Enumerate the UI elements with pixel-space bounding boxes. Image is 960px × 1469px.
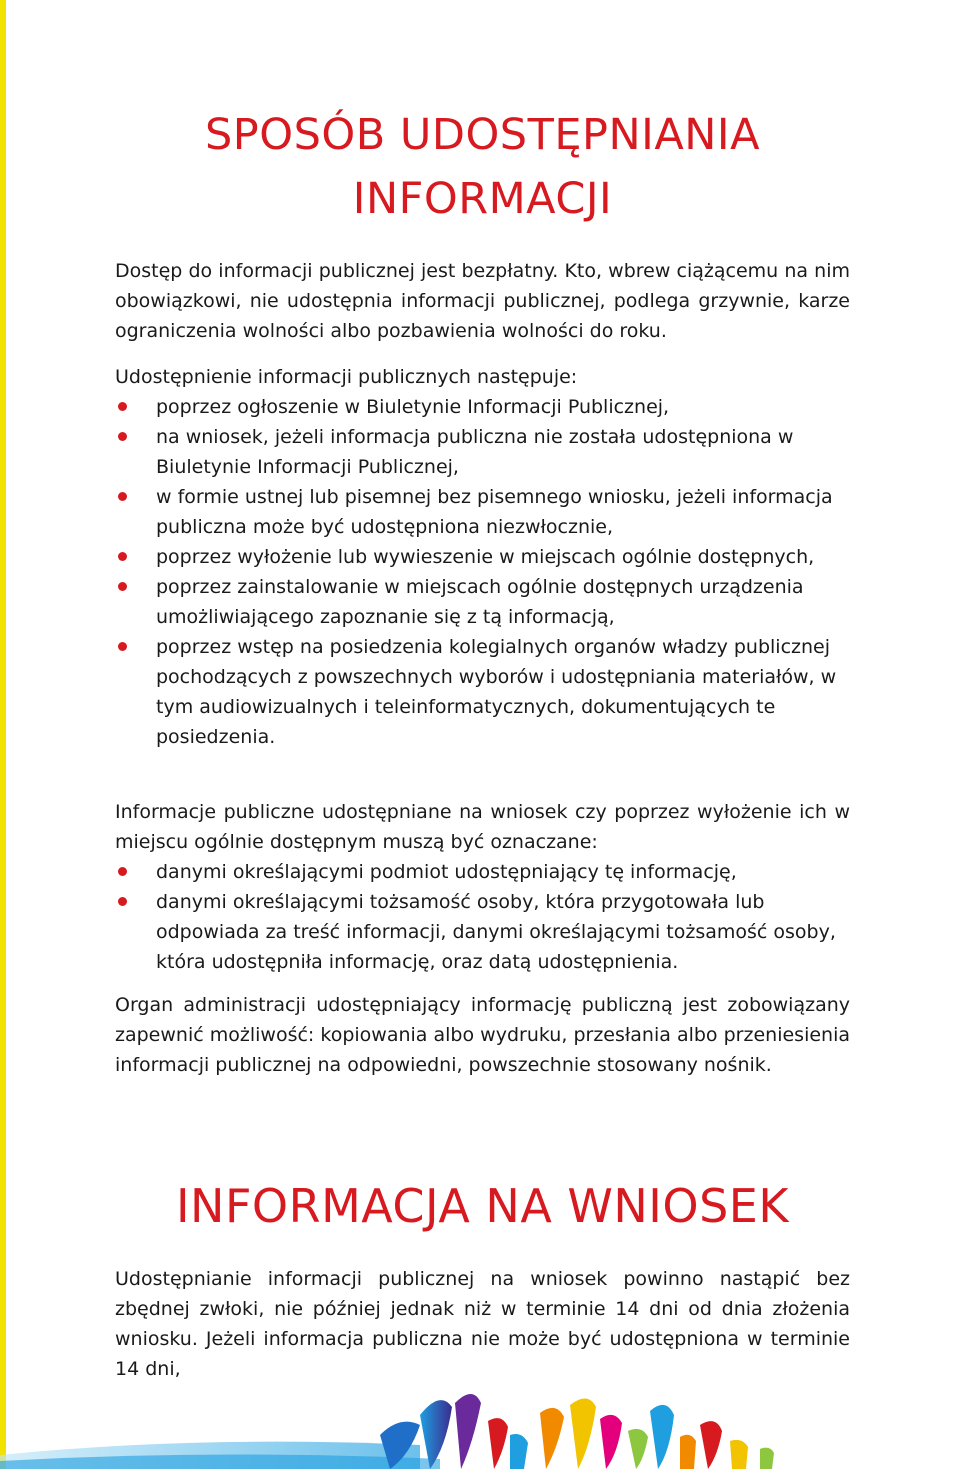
list1 xyxy=(115,392,850,752)
section-title-informacja-na-wniosek: INFORMACJA NA WNIOSEK xyxy=(175,1179,789,1233)
bullet-icon xyxy=(118,897,127,906)
list-item: na wniosek, jeżeli informacja publiczna nie została udostępniona w Biuletynie Informacji Publicznej, xyxy=(115,422,850,482)
bullet-icon xyxy=(118,867,127,876)
section-title-line1: SPOSÓB UDOSTĘPNIANIA xyxy=(205,110,760,160)
bullet-icon xyxy=(118,582,127,591)
list-item: poprzez ogłoszenie w Biuletynie Informacji Publicznej, xyxy=(115,392,850,422)
section-title-line2: INFORMACJI xyxy=(352,174,613,224)
bullet-icon xyxy=(118,432,127,441)
left-accent-stripe xyxy=(0,0,6,1469)
list-item: danymi określającymi tożsamość osoby, która przygotowała lub odpowiada za treść informacji, danymi określającymi tożsamość osoby, która udostępniła informację, oraz datą udostępnienia. xyxy=(115,887,850,977)
bullet-icon xyxy=(118,552,127,561)
section-title-sposob xyxy=(115,103,850,231)
list1-intro: Udostępnienie informacji publicznych następuje: xyxy=(115,366,578,388)
list-item: poprzez zainstalowanie w miejscach ogólnie dostępnych urządzenia umożliwiającego zapoznanie się z tą informacją, xyxy=(115,572,850,632)
section2-paragraph: Udostępnianie informacji publicznej na wniosek powinno nastąpić bez zbędnej zwłoki, nie później jednak niż w terminie 14 dni od dnia złożenia wniosku. Jeżeli informacja publiczna nie może być udostępniona w terminie 14 dni, xyxy=(115,1268,850,1380)
list-item: w formie ustnej lub pisemnej bez pisemnego wniosku, jeżeli informacja publiczna może być udostępniona niezwłocznie, xyxy=(115,482,850,542)
bullet-icon xyxy=(118,492,127,501)
closing-paragraph: Organ administracji udostępniający informację publiczną jest zobowiązany zapewnić możliwość: kopiowania albo wydruku, przesłania albo przeniesienia informacji publicznej na odpowiedni, powszechnie stosowany nośnik. xyxy=(115,994,850,1076)
list2-intro: Informacje publiczne udostępniane na wniosek czy poprzez wyłożenie ich w miejscu ogólnie dostępnym muszą być oznaczane: xyxy=(115,801,850,853)
intro-paragraph: Dostęp do informacji publicznej jest bezpłatny. Kto, wbrew ciążącemu na nim obowiązkowi, nie udostępnia informacji publicznej, podlega grzywnie, karze ograniczenia wolności albo pozbawienia wolności do roku. xyxy=(115,260,850,342)
list-item: poprzez wstęp na posiedzenia kolegialnych organów władzy publicznej pochodzących z powszechnych wyborów i udostępniania materiałów, w tym audiowizualnych i teleinformatycznych, dokumentujących te posiedzenia. xyxy=(115,632,850,752)
list-item: danymi określającymi podmiot udostępniający tę informację, xyxy=(115,857,850,887)
bullet-icon xyxy=(118,402,127,411)
list2 xyxy=(115,857,850,977)
bullet-icon xyxy=(118,642,127,651)
list-item: poprzez wyłożenie lub wywieszenie w miejscach ogólnie dostępnych, xyxy=(115,542,850,572)
decorative-ribbon-graphic xyxy=(0,1375,960,1469)
